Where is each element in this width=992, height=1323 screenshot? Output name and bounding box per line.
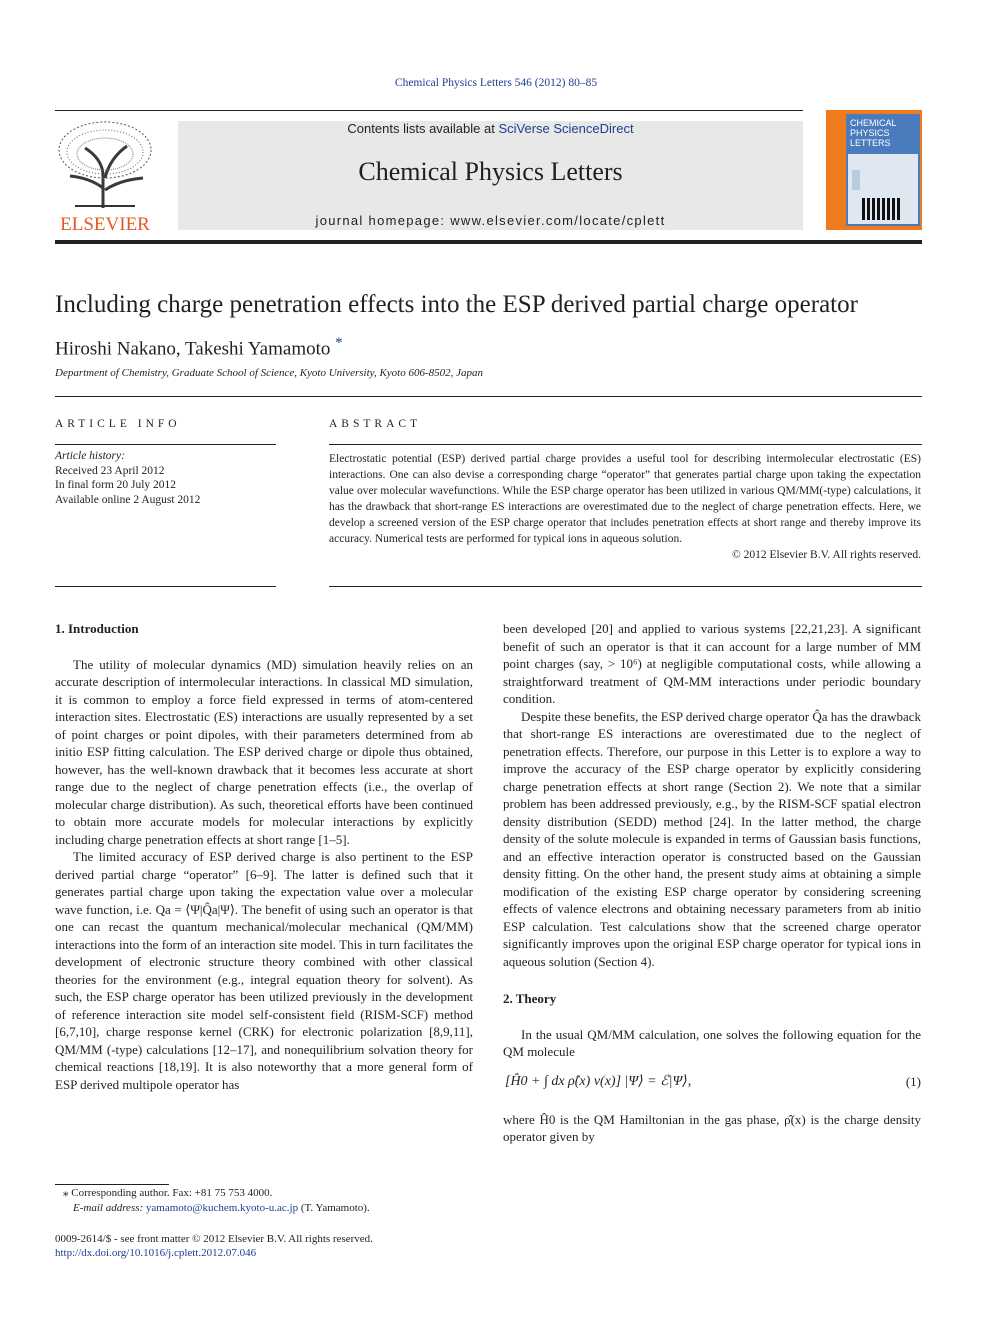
cover-title-line-3: LETTERS — [850, 138, 891, 148]
cover-title-line-1: CHEMICAL — [850, 118, 897, 128]
header-thick-rule — [55, 240, 922, 244]
theory-paragraph-2: where Ĥ0 is the QM Hamiltonian in the gas phase, ρ̂(x) is the charge density operator given by — [503, 1111, 921, 1144]
history-label: Article history: — [55, 450, 125, 462]
equation-1-expression: [Ĥ0 + ∫ dx ρ̂(x) v(x)] |Ψ⟩ = ℰ|Ψ⟩, — [505, 1073, 692, 1089]
abstract-copyright: © 2012 Elsevier B.V. All rights reserved. — [732, 549, 921, 561]
corresponding-author-mark[interactable]: * — [335, 335, 343, 351]
elsevier-logo — [55, 118, 155, 236]
authors-text: Hiroshi Nakano, Takeshi Yamamoto — [55, 338, 331, 360]
affiliation-rule — [55, 396, 922, 397]
abstract-rule-bottom — [329, 586, 922, 587]
article-info-rule-top — [55, 444, 276, 445]
footnote-rule — [55, 1184, 169, 1185]
elsevier-wordmark: ELSEVIER — [60, 214, 150, 235]
right-column — [503, 620, 921, 1146]
affiliation: Department of Chemistry, Graduate School of Science, Kyoto University, Kyoto 606-8502, Japan — [55, 367, 484, 379]
journal-name: Chemical Physics Letters — [358, 157, 623, 186]
contents-line — [178, 121, 803, 136]
received-date: Received 23 April 2012 — [55, 464, 165, 477]
intro-paragraph-4: Despite these benefits, the ESP derived charge operator Q̂a has the drawback that short-range ES interactions are overestimated due to the neglect of penetration effects. Therefore, our purpose in this Letter is to explore a way to improve the accuracy of the ESP charge operator by explicitly considering charge penetration effects at short range (Section 2). We note that a similar problem has been addressed previously, e.g., by the RISM-SCF spatial electron density distribution (SEDD) method [24]. In the latter method, the charge density of the solute molecule is expanded in terms of Gaussian basis functions, and an effective interaction operator is constructed based on the Gaussian density fitting. On the other hand, the present study aims at obtaining a simple modification of the existing ESP charge operator by considering screening effects of valence electrons and obtaining necessary parameters from ab initio ESP calculation. Test calculations show that the screened charge operator significantly improves upon the original ESP charge operator for typical ions in aqueous solution (Section 4). — [503, 708, 921, 969]
abstract-text: Electrostatic potential (ESP) derived partial charge provides a useful tool for describing intermolecular electrostatic (ES) interactions. One can also devise a corresponding charge “operator” that generates partial charge upon taking the expectation value over molecular wavefunctions. While the ESP charge operator has been utilized in various QM/MM(-type) calculations, it has the drawback that short-range ES interactions are overestimated due to the neglect of charge penetration effects. Here, we develop a screened version of the ESP charge operator that includes penetration effects at short range and thereby improve its accuracy. Numerical tests are performed for typical ions in aqueous solution. — [329, 453, 921, 545]
cover-title-line-2: PHYSICS — [850, 128, 890, 138]
left-column — [55, 620, 473, 1093]
sciencedirect-link[interactable]: SciVerse ScienceDirect — [498, 121, 634, 136]
homepage-link[interactable]: www.elsevier.com/locate/cplett — [450, 213, 666, 228]
homepage-prefix: journal homepage: — [315, 213, 451, 228]
footnotes — [55, 1186, 370, 1216]
header-top-rule — [55, 110, 803, 111]
article-info-rule-bottom — [55, 586, 276, 587]
email-link[interactable]: yamamoto@kuchem.kyoto-u.ac.jp — [145, 1202, 299, 1214]
author-list — [55, 335, 343, 360]
article-title: Including charge penetration effects into the ESP derived partial charge operator — [55, 291, 858, 318]
online-date: Available online 2 August 2012 — [55, 493, 201, 506]
abstract-body — [329, 451, 921, 563]
introduction-heading: 1. Introduction — [55, 621, 139, 636]
corresponding-author-note: ⁎ Corresponding author. Fax: +81 75 753 4000. — [63, 1187, 273, 1199]
journal-homepage — [178, 213, 803, 228]
equation-1 — [503, 1065, 921, 1105]
email-suffix: (T. Yamamoto). — [298, 1202, 370, 1214]
theory-paragraph-1: In the usual QM/MM calculation, one solves the following equation for the QM molecule — [503, 1026, 921, 1059]
intro-paragraph-2: The limited accuracy of ESP derived charge is also pertinent to the ESP derived partial charge “operator” [6–9]. The latter is defined such that it generates partial charge upon taking the expectation value over a molecular wave function, i.e. Qa = ⟨Ψ|Q̂a|Ψ⟩. The benefit of using such an operator is that one can recast the quantum mechanical/molecular mechanical (QM/MM) interactions into the form of an interaction site model. This in turn facilitates the development of electronic structure theory combined with other classical theories for the environment (e.g., integral equation theory for solvent). As such, the ESP charge operator has been utilized previously in the development of reference interaction site model self-consistent field (RISM-SCF) method [6,7,10], charge response kernel (CRK) for electronic polarization [8,9,11], QM/MM (-type) calculations [12–17], and nonequilibrium solvation theory for chemical reactions [18,19]. It is also noteworthy that a more general form of ESP derived multipole operator has — [55, 849, 473, 1092]
issn-line: 0009-2614/$ - see front matter © 2012 Elsevier B.V. All rights reserved. — [55, 1233, 373, 1245]
article-info-heading: ARTICLE INFO — [55, 418, 181, 430]
intro-paragraph-1: The utility of molecular dynamics (MD) simulation heavily relies on an accurate description of intermolecular interactions. In classical MD simulation, it is common to employ a force field expressed in terms of atom-centered interaction sites. Electrostatic (ES) interactions are usually represented by a set of point charges or point dipoles, with their parameters determined from ab initio ESP fitting calculation. The ESP derived charge or dipole thus obtained, however, has the well-known drawback that it becomes less accurate at short range due to the neglect of charge penetration effects (i.e., the overlap of molecular charge distribution). As such, theoretical efforts have been continued to obtain more accurate models for molecular interactions by explicitly including charge penetration effects at short range [1–5]. — [55, 656, 473, 847]
abstract-rule-top — [329, 444, 922, 445]
article-history — [55, 449, 200, 507]
email-note — [55, 1201, 370, 1216]
journal-reference[interactable]: Chemical Physics Letters 546 (2012) 80–85 — [394, 77, 598, 89]
email-label: E-mail address: — [73, 1202, 146, 1214]
revised-date: In final form 20 July 2012 — [55, 479, 177, 491]
journal-cover — [826, 110, 922, 230]
doi-link[interactable]: http://dx.doi.org/10.1016/j.cplett.2012.07.046 — [55, 1247, 257, 1259]
abstract-heading: ABSTRACT — [329, 418, 422, 430]
contents-prefix: Contents lists available at — [347, 121, 499, 136]
equation-1-number: (1) — [905, 1073, 921, 1089]
intro-paragraph-3: been developed [20] and applied to various systems [22,21,23]. A significant benefit of such an operator is that it can account for a large number of MM point charges (say, > 10⁶) at negligible computational costs, while allowing a straightforward treatment of QM-MM interactions under periodic boundary condition. — [503, 621, 921, 706]
theory-heading: 2. Theory — [503, 991, 557, 1006]
page-footer — [55, 1232, 373, 1260]
